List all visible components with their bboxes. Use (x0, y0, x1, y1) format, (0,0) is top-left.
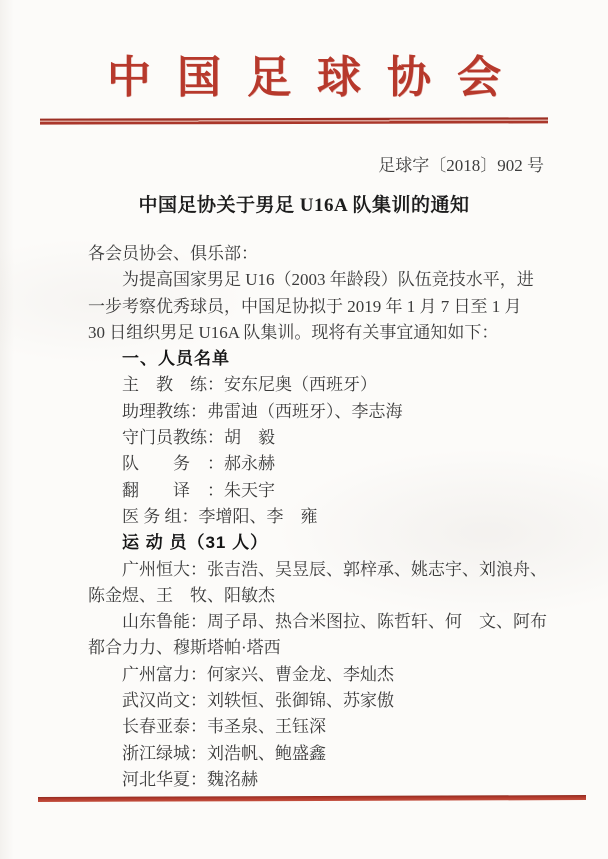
body-line: 守门员教练：胡 毅 (122, 428, 275, 448)
body-line: 一、人员名单 (122, 349, 230, 369)
body-line: 一步考察优秀球员，中国足协拟于 2019 年 1 月 7 日至 1 月 (88, 296, 522, 316)
body-line: 浙江绿城：刘浩帆、鲍盛鑫 (122, 743, 326, 763)
body-line: 为提高国家男足 U16（2003 年龄段）队伍竞技水平，进 (122, 270, 534, 290)
body-line: 各会员协会、俱乐部： (88, 244, 258, 263)
body-line: 医 务 组：李增阳、李 雍 (122, 506, 318, 526)
document-body (88, 241, 552, 793)
org-title: 中国足球协会 (107, 53, 527, 102)
body-line: 河北华夏：魏洺赫 (122, 769, 258, 789)
doc-number: 足球字〔2018〕902 号 (378, 156, 544, 175)
body-line: 长春亚泰：韦圣泉、王钰深 (122, 717, 326, 737)
body-line: 主 教 练：安东尼奥（西班牙） (122, 375, 377, 395)
body-line: 助理教练：弗雷迪（西班牙）、李志海 (122, 401, 403, 421)
body-line: 陈金煜、王 牧、阳敏杰 (88, 585, 275, 605)
doc-title: 中国足协关于男足 U16A 队集训的通知 (138, 195, 470, 216)
body-line: 运 动 员（31 人） (122, 533, 269, 553)
body-line: 山东鲁能：周子昂、热合米图拉、陈哲轩、何 文、阿布 (122, 612, 547, 632)
header-rule (40, 117, 548, 124)
footer-rule (38, 795, 586, 802)
body-line: 队 务 ：郝永赫 (122, 454, 275, 474)
body-line: 广州恒大：张吉浩、吴昱辰、郭梓承、姚志宇、刘浪舟、 (122, 559, 547, 579)
body-line: 翻 译 ：朱天宇 (122, 480, 275, 500)
body-line: 30 日组织男足 U16A 队集训。现将有关事宜通知如下： (88, 322, 499, 342)
body-line: 武汉尚文：刘轶恒、张御锦、苏家傲 (122, 691, 394, 711)
body-line: 广州富力：何家兴、曹金龙、李灿杰 (122, 664, 394, 684)
body-line: 都合力力、穆斯塔帕·塔西 (88, 638, 281, 658)
